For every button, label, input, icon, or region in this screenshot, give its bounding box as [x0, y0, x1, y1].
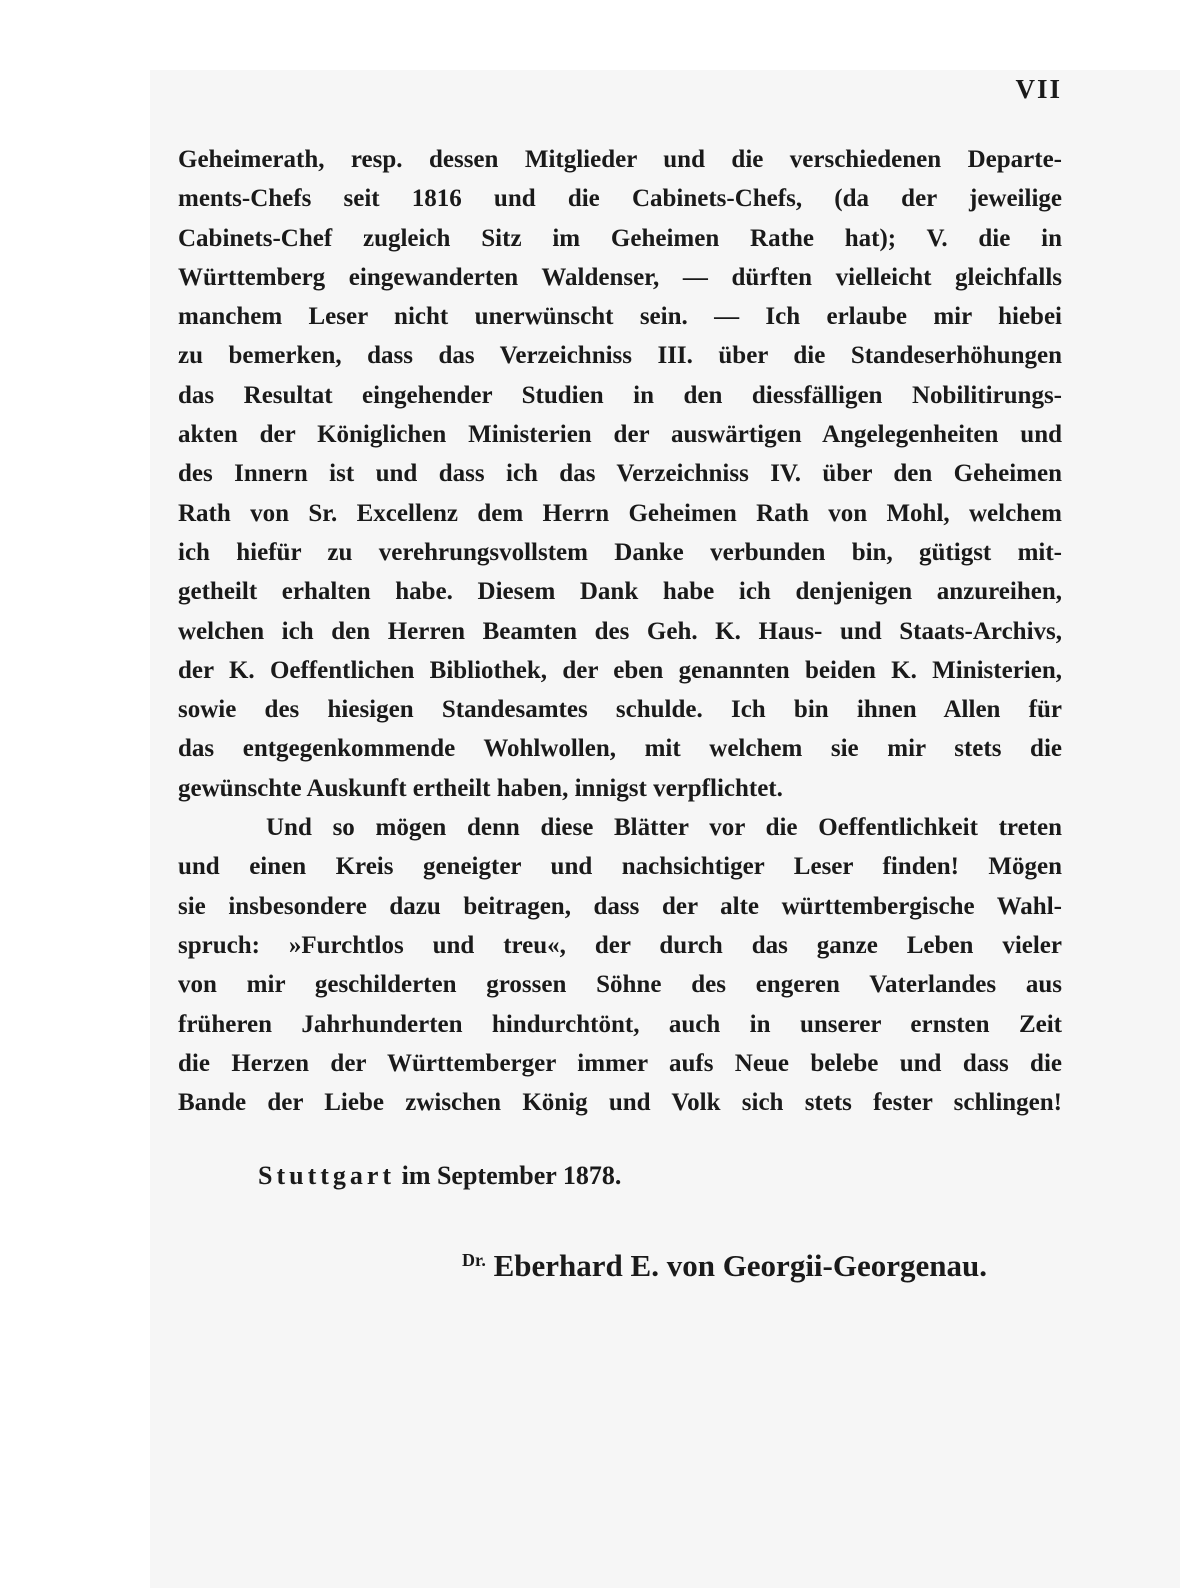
signature-name: Eberhard E. von Georgii-Georgenau.	[493, 1248, 987, 1283]
date-text: im September 1878.	[401, 1161, 622, 1190]
signature-title: Dr.	[462, 1250, 486, 1270]
text-line: früheren Jahrhunderten hindurchtönt, auch in unserer ernsten Zeit	[178, 1010, 1062, 1038]
text-line: manchem Leser nicht unerwünscht sein. — Ich erlaube mir hiebei	[178, 303, 1062, 331]
place-name: Stuttgart	[258, 1161, 396, 1190]
text-line: Rath von Sr. Excellenz dem Herrn Geheimen Rath von Mohl, welchem	[178, 499, 1062, 527]
author-signature	[462, 1240, 987, 1286]
page-number: VII	[1015, 74, 1062, 104]
text-line: ich hiefür zu verehrungsvollstem Danke verbunden bin, gütigst mit-	[178, 538, 1062, 566]
text-line: welchen ich den Herren Beamten des Geh. K. Haus- und Staats-Archivs,	[178, 617, 1062, 645]
text-line: des Innern ist und dass ich das Verzeichniss IV. über den Geheimen	[178, 460, 1062, 488]
text-line: von mir geschilderten grossen Söhne des engeren Vaterlandes aus	[178, 971, 1062, 999]
text-line: sowie des hiesigen Standesamtes schulde. Ich bin ihnen Allen für	[178, 696, 1062, 724]
text-line: Württemberg eingewanderten Waldenser, — dürften vielleicht gleichfalls	[178, 263, 1062, 291]
text-line-paragraph-end: gewünschte Auskunft ertheilt haben, innigst verpflichtet.	[178, 774, 783, 802]
text-line: das entgegenkommende Wohlwollen, mit welchem sie mir stets die	[178, 735, 1062, 763]
text-line: zu bemerken, dass das Verzeichniss III. über die Standeserhöhungen	[178, 342, 1062, 370]
text-line: ments-Chefs seit 1816 und die Cabinets-Chefs, (da der jeweilige	[178, 185, 1062, 213]
text-line: Bande der Liebe zwischen König und Volk sich stets fester schlingen!	[178, 1089, 1062, 1117]
text-line: und einen Kreis geneigter und nachsichtiger Leser finden! Mögen	[178, 853, 1062, 881]
text-line: spruch: »Furchtlos und treu«, der durch das ganze Leben vieler	[178, 931, 1062, 959]
text-line: getheilt erhalten habe. Diesem Dank habe ich denjenigen anzureihen,	[178, 578, 1062, 606]
text-line: der K. Oeffentlichen Bibliothek, der eben genannten beiden K. Ministerien,	[178, 656, 1062, 684]
text-line: Geheimerath, resp. dessen Mitglieder und die verschiedenen Departe-	[178, 146, 1062, 173]
text-line: die Herzen der Württemberger immer aufs Neue belebe und dass die	[178, 1049, 1062, 1077]
text-line: Cabinets-Chef zugleich Sitz im Geheimen Rathe hat); V. die in	[178, 224, 1062, 252]
text-line: sie insbesondere dazu beitragen, dass der alte württembergische Wahl-	[178, 892, 1062, 920]
text-line: akten der Königlichen Ministerien der auswärtigen Angelegenheiten und	[178, 421, 1062, 449]
body-text	[178, 140, 1062, 1122]
text-line-paragraph-start: Und so mögen denn diese Blätter vor die Oeffentlichkeit treten	[266, 814, 1062, 842]
text-line: das Resultat eingehender Studien in den diessfälligen Nobilitirungs-	[178, 381, 1062, 409]
place-and-date	[258, 1159, 621, 1193]
